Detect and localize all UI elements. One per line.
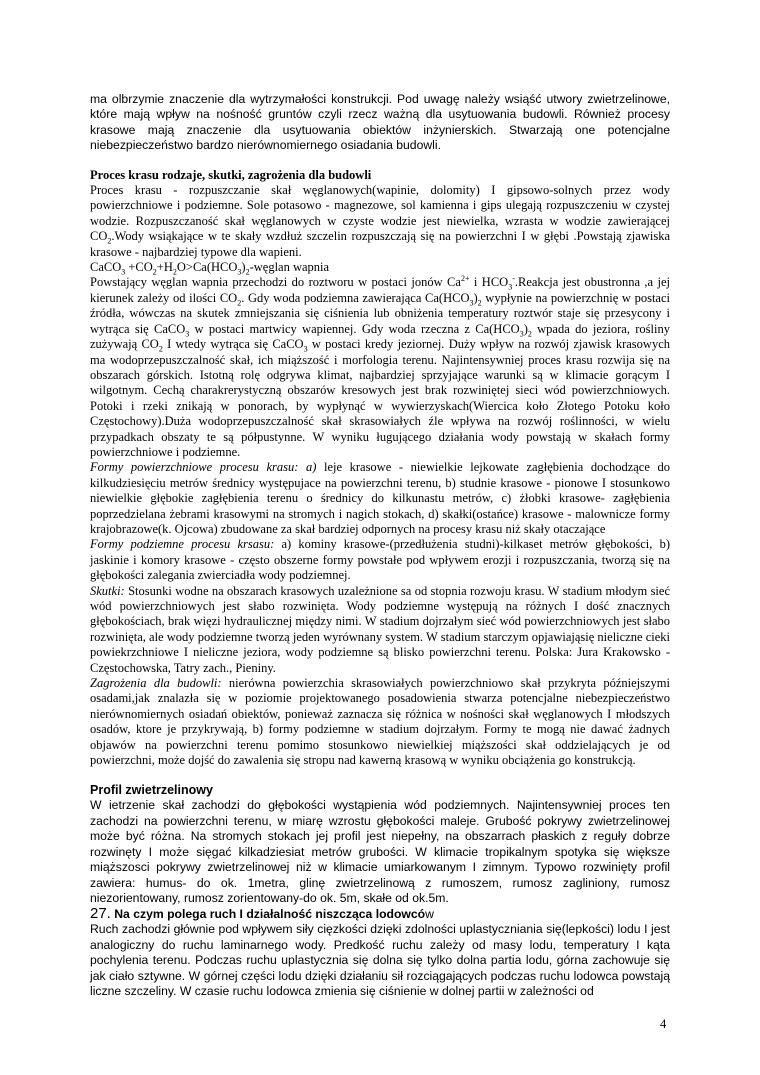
question-27-heading: 27. Na czym polega ruch I działalność niszcząca lodowców xyxy=(90,905,434,923)
surface-forms-paragraph: Formy powierzchniowe procesu krasu: a) leje krasowe - niewielkie lejkowate zagłębienia dochodzące do kilkudziesięciu metrów średnicy występujace na powierzchni terenu, b) studnie krasowe - pionowe I stosunkowo niewielkie głębokie zagłębienia terenu o średnicy do kilkunastu metrów, c) żłobki krasowe- zagłębienia poprzedzielana żebrami krasowymi na stromych i nagich stokach, d) skałki(ostańce) krasowe - malownicze formy krajobrazowe(k. Ojcowa) zbudowane za skał bardziej odpornych na procesy krasu niż skały otaczające xyxy=(90,460,670,536)
intro-paragraph: ma olbrzymie znaczenie dla wytrzymałości konstrukcji. Pod uwagę należy wsiąść utwory zwietrzelinowe, które mają wpływ na nośność gruntów czyli rzecz ważną dla usytuowania budowli. Również procesy krasowe mają znaczenie dla usytuowania obiektów inżynierskich. Stwarzają one potencjalne niebezpieczeństwo bardzo nierównomiernego osiadania budowli. xyxy=(90,92,670,153)
question-title: Na czym polega ruch I działalność niszcząca lodowcó xyxy=(110,907,426,922)
document-page xyxy=(90,92,670,999)
question-27-paragraph: Ruch zachodzi głównie pod wpływem siły cięzkości dzięki zdolności uplastyczniania się(lepkości) lodu I jest analogiczny do ruchu laminarnego wody. Predkość ruchu zależy od masy lodu, temperatury I kąta pochylenia terenu. Podczas ruchu uplastycznia się dolna się tylko dolna partia lodu, górna zachowuje się jak ciało sztywne. W górnej części lodu dzięki działaniu sił rozciągających podczas ruchu lodowca powstają liczne szczeliny. W czasie ruchu lodowca zmienia się ciśnienie w dolnej partii w zależności od xyxy=(90,922,670,998)
weathering-profile-paragraph: W ietrzenie skał zachodzi do głębokości wystąpienia wód podziemnych. Najintensywniej proces ten zachodzi na powierzchni terenu, w miarę wzrostu głębokości maleje. Grubość pokrywy zwietrzelinowej może być różna. Na stromych stokach jej profil jest niepełny, na obszarrach płaskich z reguły dobrze rozwinęty I może sięgać kilkadziesiat metrów grubości. W klimacie tropikalnym spotyka się większe miąższosci pokrywy zwietrzelinowej niż w klimacie umiarkowanym I zimnym. Typowo rozwinięty profil zawiera: humus- do ok. 1metra, glinę zwietrzelinową z rumoszem, rumosz zagliniony, rumosz niezorientowany, rumosz zorientowany-do ok. 5m, skałe od ok.5m. xyxy=(90,798,670,905)
karst-equation: CaCO$_3$ $+CO_2+H_2O>Ca(HCO_3)_2$-węglan wapnia xyxy=(90,260,330,277)
karst-paragraph-2: Powstający węglan wapnia przechodzi do roztworu w postaci jonów $Ca^{2+}$ i $HCO_3^-.Reakcja$ jest obustronna ,a jej kierunek zależy od ilości $CO_2$. Gdy woda podziemna zawierająca $Ca(HCO_3)_2$ wypłynie na powierzchnię w postaci źródła, wówczas na skutek zmniejszania się ciśnienia lub obniżenia temperatury roztwór staje się przesycony i wytrąca się CaCO$_3$ w postaci martwicy wapiennej. Gdy woda rzeczna z $Ca(HCO_3)_2$ wpada do jeziora, rośliny zużywają $CO_2$ I wtedy wytrąca się CaCO$_3$ w postaci kredy jeziornej. Duży wpływ na rozwój zjawisk krasowych ma wodoprzepuszczalność skał, ich miąższość i morfologia terenu. Najintensywniej proces krasu rozwija się na obszarach górskich. Istotną rolę odgrywa klimat, najbardziej sprzyjające warunki są w klimacie gorącym I wilgotnym. Cechą charakrerystyczną obszarów kresowych jest brak rozwiniętej sieci wód powierzchniowych. Potoki i rzeki znikają w ponorach, by wypłynąć w wywierzyskach(Wiercica koło Złotego Potoku koło Częstochowy).Duża wodoprzepuszczalność skał skrasowiałych źle wpływa na rozwój roślinności, w wielu przypadkach obszaty te są półpustynne. W wyniku ługującego działania wody powstają w skałach formy powierzchniowe i podziemne. xyxy=(90,274,670,459)
karst-paragraph-1: Proces krasu - rozpuszczanie skał węglanowych(wapinie, dolomity) I gipsowo-solnych przez wody powierzchniowe i podziemne. Sole potasowo - magnezowe, sol kamienna i gips ulegają rozpuszczeniu w czystej wodzie. Rozpuszczaność skał węglanowych w czyste wodzie jest niewielka, wzrasta w wodzie zawierającej $CO_2.Wody$ wsiąkające w te skały wzdłuż szczelin rozpuszczają się na powierzchni I w głębi .Powstają zjawiska krasowe - najbardziej typowe dla wapieni. xyxy=(90,183,670,259)
question-number: 27. xyxy=(90,905,111,923)
weathering-profile-heading: Profil zwietrzelinowy xyxy=(90,783,213,798)
karst-section xyxy=(90,168,670,769)
hazards-paragraph: Zagrożenia dla budowli: nierówna powierzchia skrasowiałych powierzchniowo skał przykryta późniejszymi osadami,jak znalazła się w poziomie projektowanego posadowienia stwarza potencjalne niebezpieczeństwo nierównomiernych osiadań obiektów, ponieważ zaznacza się różnica w nośności skał węglanowych I młodszych osadów, ktore je przykrywają, b) formy podziemne w stadium dojrzałym. Formy te mogą nie dawać żadnych objawów na powierzchni terenu pomimo stosunkowo niewielkiej miąższości skał oddzielających je od powierzchni, może dojść do zawalenia się stropu nad kawerną krasową w wyniku obciążenia go konstrukcją. xyxy=(90,676,670,768)
effects-paragraph: Skutki: Stosunki wodne na obszarach krasowych uzależnione sa od stopnia rozwoju krasu. W stadium młodym sieć wód powierzchniowych jest słabo rozwinięta. Wody podziemne występują na różnych I dość znacznych głębokościach, brak więzi hydraulicznej między nimi. W stadium dojrzałym sieć wód powierzchniowych jest słabo rozwinięta, ale wody podziemne tworzą jeden wyrównany system. W stadium starczym opjawiająsię nieliczne cieki powiekrzchniowe I nieliczne jeziora, wody podziemne są blisko powierzchni terenu. Polska: Jura Krakowsko - Częstochowska, Tatry zach., Pieniny. xyxy=(90,583,670,675)
karst-heading: Proces krasu rodzaje, skutki, zagrożenia dla budowli xyxy=(90,167,372,182)
page-number: 4 xyxy=(660,1017,667,1031)
weathering-profile-section xyxy=(90,782,670,906)
underground-forms-paragraph: Formy podziemne procesu krsasu: a) kominy krasowe-(przedłużenia studni)-kilkaset metrów głębokości, b) jaskinie i komory krasowe - często obszerne formy powstałe pod wpływem erozji i rozpuszczania, tworzą się na głębokości zalegania zwierciadła wody podziemnej. xyxy=(90,537,671,583)
question-27-section xyxy=(90,906,670,999)
